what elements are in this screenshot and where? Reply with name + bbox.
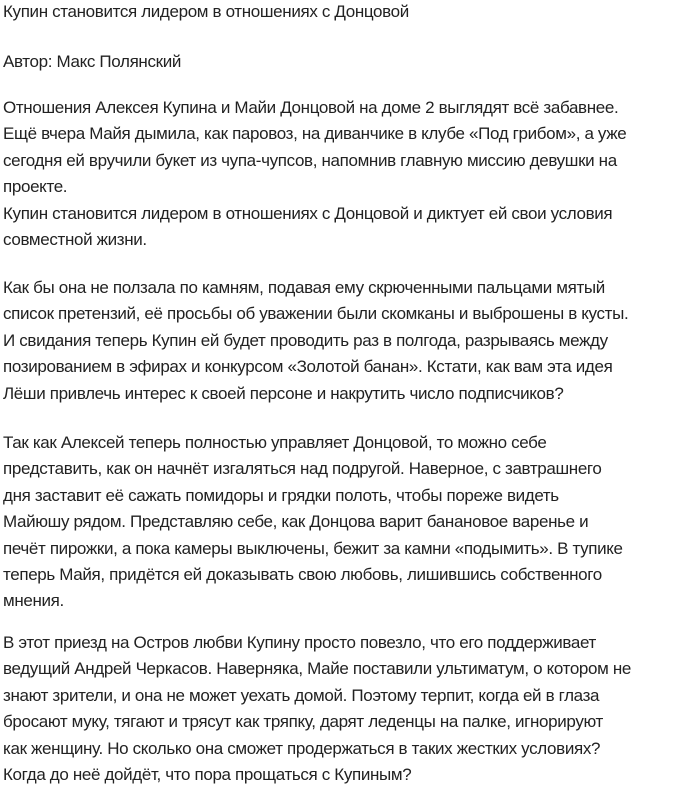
text-line: как женщину. Но сколько она сможет продержаться в таких жестких условиях? [3,738,601,758]
text-line: позированием в эфирах и конкурсом «Золотой банан». Кстати, как вам эта идея [3,357,613,377]
article-title: Купин становится лидером в отношениях с Донцовой [3,2,409,21]
text-line: знают зрители, и она не может уехать домой. Поэтому терпит, когда ей в глаза [3,685,600,705]
text-line: Когда до неё дойдёт, что пора прощаться с Купиным? [3,764,412,784]
text-line: дня заставит её сажать помидоры и грядки полоть, чтобы пореже видеть [3,485,559,505]
paragraph-1 [3,95,626,253]
paragraph-4 [3,630,631,788]
text-line: сегодня ей вручили букет из чупа-чупсов, напомнив главную миссию девушки на [3,150,617,170]
text-line: ведущий Андрей Черкасов. Наверняка, Майе поставили ультиматум, о котором не [3,659,631,679]
text-line: В этот приезд на Остров любви Купину просто повезло, что его поддерживает [3,633,596,652]
text-line: список претензий, её просьбы об уважении были скомканы и выброшены в кусты. [3,304,629,324]
paragraph-3 [3,430,623,615]
text-line: бросают муку, тягают и трясут как тряпку, дарят леденцы на палке, игнорируют [3,712,603,732]
article-author: Автор: Макс Полянский [3,52,181,71]
text-line: совместной жизни. [3,229,147,249]
text-line: Майюшу рядом. Представляю себе, как Донцова варит банановое варенье и [3,512,589,532]
text-line: мнения. [3,591,64,611]
text-line: Как бы она не ползала по камням, подавая ему скрюченными пальцами мятый [3,278,605,297]
text-line: теперь Майя, придётся ей доказывать свою любовь, лишившись собственного [3,564,602,584]
text-line: Купин становится лидером в отношениях с Донцовой и диктует ей свои условия [3,203,613,223]
text-line: Отношения Алексея Купина и Майи Донцовой на доме 2 выглядят всё забавнее. [3,98,619,117]
text-line: Лёши привлечь интерес к своей персоне и накрутить число подписчиков? [3,383,564,403]
text-line: Ещё вчера Майя дымила, как паровоз, на диванчике в клубе «Под грибом», а уже [3,124,627,144]
paragraph-2 [3,275,628,407]
text-line: Так как Алексей теперь полностью управляет Донцовой, то можно себе [3,433,547,452]
text-line: проекте. [3,177,68,197]
text-line: представить, как он начнёт изгаляться над подругой. Наверное, с завтрашнего [3,459,602,479]
text-line: печёт пирожки, а пока камеры выключены, бежит за камни «подымить». В тупике [3,538,623,558]
text-line: И свидания теперь Купин ей будет проводить раз в полгода, разрываясь между [3,330,608,350]
